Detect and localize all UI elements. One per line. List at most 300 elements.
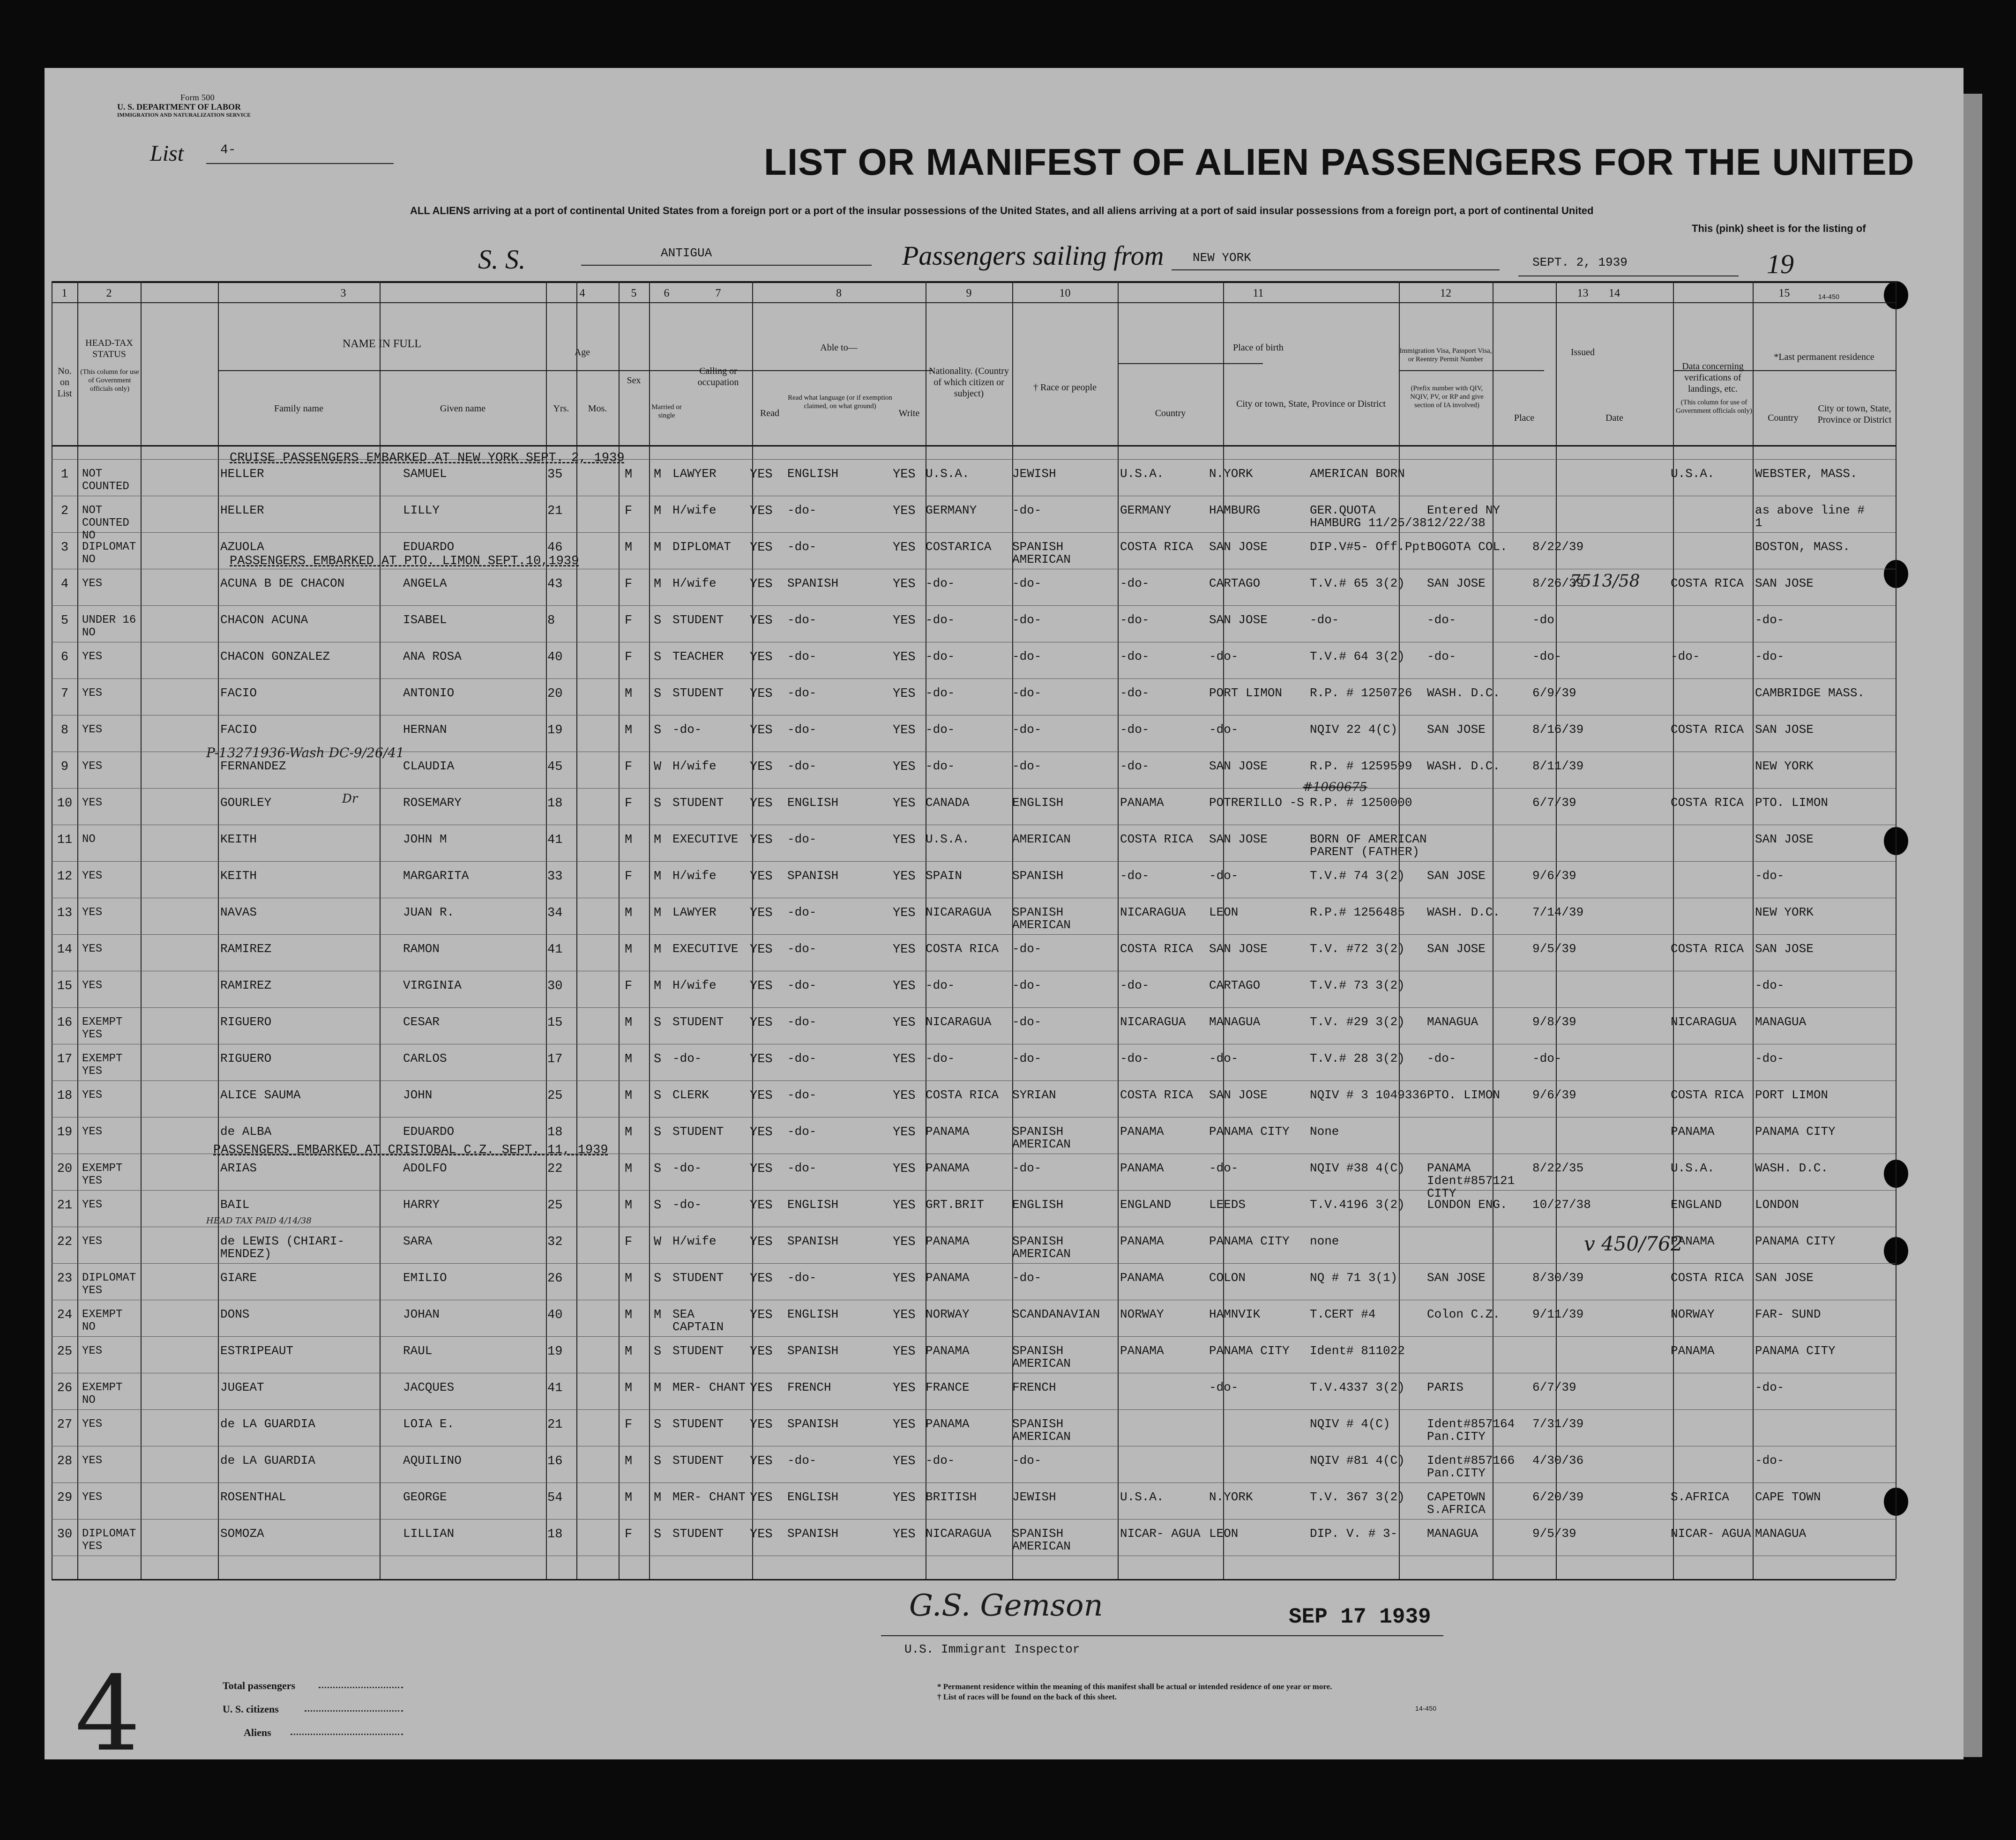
issued-place: WASH. D.C. bbox=[1427, 905, 1501, 919]
can-write: YES bbox=[893, 687, 916, 701]
age-years: 18 bbox=[547, 1125, 563, 1140]
can-write: YES bbox=[893, 1272, 916, 1286]
race: -do- bbox=[1012, 1051, 1042, 1065]
age-years: 40 bbox=[547, 1308, 563, 1322]
head-tax-status: YES bbox=[82, 1199, 103, 1211]
given-name: LOIA E. bbox=[403, 1417, 455, 1431]
read-language: SPANISH bbox=[787, 576, 839, 590]
header-issued: Issued bbox=[1570, 347, 1595, 358]
issued-place: WASH. D.C. bbox=[1427, 759, 1501, 773]
residence-country: -do- bbox=[1671, 649, 1700, 663]
issued-place: WASH. D.C. bbox=[1427, 686, 1501, 700]
issued-date: 10/27/38 bbox=[1532, 1198, 1591, 1212]
read-language: -do- bbox=[787, 649, 817, 663]
sex: F bbox=[625, 504, 633, 518]
row-number: 18 bbox=[57, 1089, 73, 1103]
birth-city: HAMNVIK bbox=[1209, 1307, 1261, 1321]
issued-place: Entered NY 12/22/38 bbox=[1427, 503, 1501, 530]
race: FRENCH bbox=[1012, 1380, 1056, 1394]
nationality: PANAMA bbox=[926, 1125, 970, 1139]
nationality: -do- bbox=[926, 723, 955, 737]
issued-place: PARIS bbox=[1427, 1380, 1464, 1394]
residence-country: COSTA RICA bbox=[1671, 796, 1744, 810]
sex: F bbox=[625, 1418, 633, 1432]
header-head-tax: HEAD-TAX STATUS bbox=[85, 338, 133, 359]
age-years: 19 bbox=[547, 723, 563, 737]
marital-status: M bbox=[654, 504, 662, 518]
visa-number: T.V.4196 3(2) bbox=[1310, 1198, 1405, 1212]
race: -do- bbox=[1012, 576, 1042, 590]
header-name-in-full: NAME IN FULL bbox=[343, 338, 421, 350]
issued-place: Colon C.Z. bbox=[1427, 1307, 1501, 1321]
can-read: YES bbox=[750, 541, 773, 555]
sex: F bbox=[625, 650, 633, 664]
residence-country: NICAR- AGUA bbox=[1671, 1527, 1751, 1541]
handwritten-note: 7513/58 bbox=[1570, 572, 1640, 591]
visa-number: NQIV #38 4(C) bbox=[1310, 1161, 1405, 1175]
nationality: GRT.BRIT bbox=[926, 1198, 984, 1212]
issued-date: 6/9/39 bbox=[1532, 686, 1576, 700]
can-write: YES bbox=[893, 1491, 916, 1505]
can-write: YES bbox=[893, 1308, 916, 1322]
family-name: CHACON ACUNA bbox=[220, 613, 308, 627]
age-years: 18 bbox=[547, 1527, 563, 1542]
column-number: 4 bbox=[579, 287, 585, 299]
visa-number: none bbox=[1310, 1234, 1339, 1248]
read-language: ENGLISH bbox=[787, 796, 839, 810]
birth-city: SAN JOSE bbox=[1209, 942, 1268, 956]
age-years: 45 bbox=[547, 760, 563, 774]
nationality: GERMANY bbox=[926, 503, 977, 517]
race: SPANISH AMERICAN bbox=[1012, 1234, 1071, 1261]
total-passengers-label: Total passengers bbox=[223, 1680, 296, 1691]
family-name: ARIAS bbox=[220, 1161, 257, 1175]
residence-city: SAN JOSE bbox=[1755, 832, 1814, 846]
nationality: CANADA bbox=[926, 796, 970, 810]
age-years: 21 bbox=[547, 504, 563, 518]
row-number: 12 bbox=[57, 870, 73, 884]
race: -do- bbox=[1012, 759, 1042, 773]
nationality: PANAMA bbox=[926, 1234, 970, 1248]
read-language: -do- bbox=[787, 1051, 817, 1065]
visa-number: NQIV 22 4(C) bbox=[1310, 723, 1398, 737]
birth-country: PANAMA bbox=[1120, 796, 1164, 810]
nationality: -do- bbox=[926, 759, 955, 773]
age-years: 26 bbox=[547, 1272, 563, 1286]
head-tax-status: YES bbox=[82, 1418, 103, 1430]
row-number: 15 bbox=[57, 979, 73, 993]
footnote-races: † List of races will be found on the back of this sheet. bbox=[937, 1692, 1117, 1701]
given-name: ANA ROSA bbox=[403, 649, 462, 663]
given-name: ADOLFO bbox=[403, 1161, 447, 1175]
family-name: JUGEAT bbox=[220, 1380, 264, 1394]
issued-date: 9/5/39 bbox=[1532, 1527, 1576, 1541]
birth-city: CARTAGO bbox=[1209, 978, 1261, 992]
birth-country: GERMANY bbox=[1120, 503, 1172, 517]
visa-number: T.V. 367 3(2) bbox=[1310, 1490, 1405, 1504]
can-write: YES bbox=[893, 1162, 916, 1176]
head-tax-status: EXEMPT YES bbox=[82, 1016, 123, 1041]
issued-place: SAN JOSE bbox=[1427, 576, 1486, 590]
can-read: YES bbox=[750, 906, 773, 920]
issued-date: 8/22/39 bbox=[1532, 540, 1584, 554]
issued-place: SAN JOSE bbox=[1427, 723, 1486, 737]
birth-country: NICAR- AGUA bbox=[1120, 1527, 1201, 1541]
column-number: 6 bbox=[664, 287, 670, 299]
age-years: 43 bbox=[547, 577, 563, 591]
issued-place: MANAGUA bbox=[1427, 1527, 1478, 1541]
marital-status: S bbox=[654, 1345, 662, 1359]
birth-country: NICARAGUA bbox=[1120, 1015, 1186, 1029]
race: SPANISH AMERICAN bbox=[1012, 905, 1071, 932]
visa-number: T.V.# 74 3(2) bbox=[1310, 869, 1405, 883]
row-number: 25 bbox=[57, 1345, 73, 1359]
issued-place: Ident#857164 Pan.CITY bbox=[1427, 1417, 1515, 1444]
residence-country: S.AFRICA bbox=[1671, 1490, 1729, 1504]
row-number: 11 bbox=[57, 833, 73, 847]
given-name: EDUARDO bbox=[403, 540, 455, 554]
can-write: YES bbox=[893, 723, 916, 737]
sex: F bbox=[625, 870, 633, 884]
sex: F bbox=[625, 797, 633, 811]
residence-city: PTO. LIMON bbox=[1755, 796, 1829, 810]
head-tax-status: YES bbox=[82, 1491, 103, 1504]
row-number: 20 bbox=[57, 1162, 73, 1176]
nationality: NICARAGUA bbox=[926, 905, 992, 919]
occupation: STUDENT bbox=[672, 796, 724, 810]
age-years: 21 bbox=[547, 1418, 563, 1432]
race: SPANISH AMERICAN bbox=[1012, 1417, 1071, 1444]
residence-country: PANAMA bbox=[1671, 1344, 1715, 1358]
occupation: STUDENT bbox=[672, 1417, 724, 1431]
birth-city: PANAMA CITY bbox=[1209, 1344, 1290, 1358]
birth-city: PANAMA CITY bbox=[1209, 1125, 1290, 1139]
can-write: YES bbox=[893, 1454, 916, 1468]
column-number: 11 bbox=[1253, 287, 1264, 299]
occupation: -do- bbox=[672, 723, 702, 737]
residence-city: SAN JOSE bbox=[1755, 576, 1814, 590]
birth-country: COSTA RICA bbox=[1120, 832, 1194, 846]
birth-city: PORT LIMON bbox=[1209, 686, 1283, 700]
issued-date: -do bbox=[1532, 613, 1554, 627]
row-number: 14 bbox=[57, 943, 73, 957]
visa-number: R.P. # 1250000 bbox=[1310, 796, 1412, 810]
row-number: 6 bbox=[60, 650, 69, 664]
marital-status: W bbox=[654, 760, 662, 774]
residence-city: SAN JOSE bbox=[1755, 942, 1814, 956]
residence-country: COSTA RICA bbox=[1671, 1088, 1744, 1102]
given-name: RAUL bbox=[403, 1344, 433, 1358]
residence-city: MANAGUA bbox=[1755, 1527, 1807, 1541]
family-name: RAMIREZ bbox=[220, 942, 272, 956]
marital-status: S bbox=[654, 650, 662, 664]
marital-status: S bbox=[654, 1089, 662, 1103]
birth-country: -do- bbox=[1120, 759, 1150, 773]
residence-country: NORWAY bbox=[1671, 1307, 1715, 1321]
can-write: YES bbox=[893, 760, 916, 774]
issued-date: 6/20/39 bbox=[1532, 1490, 1584, 1504]
age-years: 54 bbox=[547, 1491, 563, 1505]
can-read: YES bbox=[750, 1125, 773, 1140]
row-number: 8 bbox=[60, 723, 69, 737]
residence-city: PANAMA CITY bbox=[1755, 1344, 1836, 1358]
visa-number: BORN OF AMERICAN PARENT (FATHER) bbox=[1310, 832, 1427, 859]
visa-number: DIP. V. # 3- bbox=[1310, 1527, 1398, 1541]
age-years: 35 bbox=[547, 468, 563, 482]
head-tax-status: NO bbox=[82, 833, 96, 846]
visa-number: NQIV #81 4(C) bbox=[1310, 1453, 1405, 1468]
residence-city: NEW YORK bbox=[1755, 759, 1814, 773]
read-language: ENGLISH bbox=[787, 1490, 839, 1504]
residence-city: as above line # 1 bbox=[1755, 503, 1865, 530]
given-name: RAMON bbox=[403, 942, 440, 956]
occupation: MER- CHANT bbox=[672, 1380, 746, 1394]
race: AMERICAN bbox=[1012, 832, 1071, 846]
head-tax-status: YES bbox=[82, 1345, 103, 1357]
sex: M bbox=[625, 723, 633, 737]
occupation: STUDENT bbox=[672, 1015, 724, 1029]
header-calling: Calling or occupation bbox=[697, 366, 739, 387]
read-language: -do- bbox=[787, 942, 817, 956]
age-years: 32 bbox=[547, 1235, 563, 1249]
age-years: 41 bbox=[547, 943, 563, 957]
nationality: U.S.A. bbox=[926, 832, 970, 846]
race: JEWISH bbox=[1012, 467, 1056, 481]
visa-number: NQIV # 3 1049336 bbox=[1310, 1088, 1427, 1102]
can-write: YES bbox=[893, 1345, 916, 1359]
can-write: YES bbox=[893, 1125, 916, 1140]
header-place-of-birth: Place of birth bbox=[1233, 343, 1284, 353]
read-language: SPANISH bbox=[787, 1234, 839, 1248]
read-language: -do- bbox=[787, 905, 817, 919]
residence-country: COSTA RICA bbox=[1671, 576, 1744, 590]
visa-number: Ident# 811022 bbox=[1310, 1344, 1405, 1358]
marital-status: S bbox=[654, 1052, 662, 1066]
residence-city: WASH. D.C. bbox=[1755, 1161, 1829, 1175]
can-read: YES bbox=[750, 1345, 773, 1359]
header-family-name: Family name bbox=[274, 403, 323, 414]
column-number: 15 bbox=[1778, 287, 1790, 299]
family-name: de ALBA bbox=[220, 1125, 272, 1139]
can-read: YES bbox=[750, 943, 773, 957]
head-tax-status: YES bbox=[82, 760, 103, 773]
visa-number: R.P.# 1256485 bbox=[1310, 905, 1405, 919]
issued-place: SAN JOSE bbox=[1427, 869, 1486, 883]
read-language: -do- bbox=[787, 978, 817, 992]
birth-city: HAMBURG bbox=[1209, 503, 1261, 517]
birth-city: -do- bbox=[1209, 1161, 1239, 1175]
race: -do- bbox=[1012, 649, 1042, 663]
can-read: YES bbox=[750, 577, 773, 591]
can-write: YES bbox=[893, 906, 916, 920]
occupation: MER- CHANT bbox=[672, 1490, 746, 1504]
visa-number: T.V.# 28 3(2) bbox=[1310, 1051, 1405, 1065]
issued-date: 8/30/39 bbox=[1532, 1271, 1584, 1285]
marital-status: M bbox=[654, 1491, 662, 1505]
visa-number: T.V.# 64 3(2) bbox=[1310, 649, 1405, 663]
race: ENGLISH bbox=[1012, 796, 1064, 810]
handwritten-note: Dr bbox=[342, 792, 358, 806]
footer-code: 14-450 bbox=[1415, 1705, 1437, 1712]
given-name: LILLIAN bbox=[403, 1527, 455, 1541]
issued-date: 8/22/35 bbox=[1532, 1161, 1584, 1175]
can-write: YES bbox=[893, 943, 916, 957]
marital-status: S bbox=[654, 1527, 662, 1542]
inspector-signature: G.S. Gemson bbox=[909, 1588, 1103, 1623]
nationality: SPAIN bbox=[926, 869, 963, 883]
birth-country: COSTA RICA bbox=[1120, 942, 1194, 956]
visa-number: R.P. # 1250726 bbox=[1310, 686, 1412, 700]
can-read: YES bbox=[750, 614, 773, 628]
occupation: CLERK bbox=[672, 1088, 709, 1102]
issued-date: -do- bbox=[1532, 1051, 1562, 1065]
service: IMMIGRATION AND NATURALIZATION SERVICE bbox=[117, 112, 251, 118]
age-years: 17 bbox=[547, 1052, 563, 1066]
read-language: SPANISH bbox=[787, 1527, 839, 1541]
birth-country: ENGLAND bbox=[1120, 1198, 1172, 1212]
read-language: -do- bbox=[787, 540, 817, 554]
head-tax-status: YES bbox=[82, 1089, 103, 1102]
can-read: YES bbox=[750, 1272, 773, 1286]
header-issued-date: Date bbox=[1605, 413, 1623, 423]
birth-city: SAN JOSE bbox=[1209, 759, 1268, 773]
sex: M bbox=[625, 1199, 633, 1213]
ss-label: S. S. bbox=[478, 244, 526, 275]
can-read: YES bbox=[750, 1381, 773, 1395]
head-tax-status: EXEMPT YES bbox=[82, 1052, 123, 1078]
sailing-label: Passengers sailing from bbox=[902, 240, 1164, 271]
header-mos: Mos. bbox=[588, 403, 607, 414]
issued-place: PANAMA Ident#857121 CITY bbox=[1427, 1161, 1515, 1200]
birth-country: PANAMA bbox=[1120, 1271, 1164, 1285]
read-language: -do- bbox=[787, 759, 817, 773]
birth-country: -do- bbox=[1120, 576, 1150, 590]
read-language: ENGLISH bbox=[787, 1307, 839, 1321]
residence-city: -do- bbox=[1755, 978, 1785, 992]
birth-city: SAN JOSE bbox=[1209, 613, 1268, 627]
nationality: PANAMA bbox=[926, 1161, 970, 1175]
head-tax-status: YES bbox=[82, 687, 103, 700]
sex: F bbox=[625, 979, 633, 993]
header-residence-city: City or town, State, Province or District bbox=[1817, 403, 1892, 425]
issued-place: CAPETOWN S.AFRICA bbox=[1427, 1490, 1486, 1517]
given-name: JOHN bbox=[403, 1088, 433, 1102]
can-read: YES bbox=[750, 797, 773, 811]
birth-city: SAN JOSE bbox=[1209, 540, 1268, 554]
birth-city: -do- bbox=[1209, 1380, 1239, 1394]
birth-city: POTRERILLO -S bbox=[1209, 796, 1304, 810]
age-years: 41 bbox=[547, 833, 563, 847]
family-name: RIGUERO bbox=[220, 1051, 272, 1065]
header-nationality: Nationality. (Country of which citizen or subject) bbox=[929, 366, 1009, 399]
race: -do- bbox=[1012, 613, 1042, 627]
subtitle: ALL ALIENS arriving at a port of continental United States from a foreign port or a port of the insular possessions of the United States, and all aliens arriving at a port of said insular possessions from a foreign port, a port of continental United bbox=[410, 205, 1594, 216]
inspector-label: U.S. Immigrant Inspector bbox=[904, 1642, 1080, 1656]
handwritten-note: #1060675 bbox=[1303, 780, 1367, 794]
read-language: ENGLISH bbox=[787, 1198, 839, 1212]
age-years: 18 bbox=[547, 797, 563, 811]
occupation: STUDENT bbox=[672, 1271, 724, 1285]
issued-place: BOGOTA COL. bbox=[1427, 540, 1508, 554]
residence-city: SAN JOSE bbox=[1755, 723, 1814, 737]
ship-name: ANTIGUA bbox=[661, 246, 712, 260]
can-read: YES bbox=[750, 979, 773, 993]
column-number: 13 bbox=[1577, 287, 1589, 299]
column-number: 12 bbox=[1440, 287, 1451, 299]
marital-status: M bbox=[654, 979, 662, 993]
row-number: 29 bbox=[57, 1491, 73, 1505]
race: -do- bbox=[1012, 1161, 1042, 1175]
sex: M bbox=[625, 1052, 633, 1066]
residence-country: COSTA RICA bbox=[1671, 942, 1744, 956]
family-name: HELLER bbox=[220, 503, 264, 517]
issued-place: SAN JOSE bbox=[1427, 942, 1486, 956]
residence-country: U.S.A. bbox=[1671, 1161, 1715, 1175]
header-visa-note: (Prefix number with QIV, NQIV, PV, or RP and give section of IA involved) bbox=[1410, 385, 1484, 409]
marital-status: M bbox=[654, 577, 662, 591]
row-number: 23 bbox=[57, 1272, 73, 1286]
family-name: KEITH bbox=[220, 832, 257, 846]
can-read: YES bbox=[750, 1162, 773, 1176]
birth-country: -do- bbox=[1120, 649, 1150, 663]
birth-city: LEON bbox=[1209, 1527, 1239, 1541]
sex: M bbox=[625, 1345, 633, 1359]
row-number: 22 bbox=[57, 1235, 73, 1249]
given-name: CLAUDIA bbox=[403, 759, 455, 773]
visa-number: GER.QUOTA HAMBURG 11/25/38 bbox=[1310, 503, 1427, 530]
visa-number: T.V.4337 3(2) bbox=[1310, 1380, 1405, 1394]
header-race: † Race or people bbox=[1033, 382, 1097, 393]
nationality: NICARAGUA bbox=[926, 1015, 992, 1029]
column-number: 3 bbox=[340, 287, 346, 299]
head-tax-status: YES bbox=[82, 1235, 103, 1248]
race: SPANISH AMERICAN bbox=[1012, 1527, 1071, 1553]
given-name: HERNAN bbox=[403, 723, 447, 737]
issued-place: Ident#857166 Pan.CITY bbox=[1427, 1453, 1515, 1480]
row-number: 9 bbox=[60, 760, 69, 774]
section-header: PASSENGERS EMBARKED AT CRISTOBAL C.Z. SEPT. 11, 1939 bbox=[213, 1143, 608, 1157]
row-number: 24 bbox=[57, 1308, 73, 1322]
visa-number: AMERICAN BORN bbox=[1310, 467, 1405, 481]
family-name: HELLER bbox=[220, 467, 264, 481]
race: -do- bbox=[1012, 503, 1042, 517]
given-name: LILLY bbox=[403, 503, 440, 517]
issued-date: 4/30/36 bbox=[1532, 1453, 1584, 1468]
column-number: 14 bbox=[1609, 287, 1620, 299]
read-language: SPANISH bbox=[787, 869, 839, 883]
marital-status: S bbox=[654, 1162, 662, 1176]
header-verifications: Data concerning verifications of landings, etc. bbox=[1682, 361, 1744, 394]
issued-place: -do- bbox=[1427, 613, 1456, 627]
head-tax-status: YES bbox=[82, 1125, 103, 1138]
residence-city: FAR- SUND bbox=[1755, 1307, 1821, 1321]
birth-country: -do- bbox=[1120, 723, 1150, 737]
age-years: 16 bbox=[547, 1454, 563, 1468]
birth-country: PANAMA bbox=[1120, 1125, 1164, 1139]
birth-city: CARTAGO bbox=[1209, 576, 1261, 590]
residence-city: -do- bbox=[1755, 869, 1785, 883]
race: SYRIAN bbox=[1012, 1088, 1056, 1102]
sex: M bbox=[625, 1089, 633, 1103]
can-write: YES bbox=[893, 468, 916, 482]
given-name: EMILIO bbox=[403, 1271, 447, 1285]
head-tax-status: DIPLOMAT YES bbox=[82, 1527, 136, 1553]
can-write: YES bbox=[893, 1089, 916, 1103]
column-number: 7 bbox=[715, 287, 721, 299]
race: SCANDANAVIAN bbox=[1012, 1307, 1100, 1321]
given-name: CARLOS bbox=[403, 1051, 447, 1065]
occupation: STUDENT bbox=[672, 1453, 724, 1468]
